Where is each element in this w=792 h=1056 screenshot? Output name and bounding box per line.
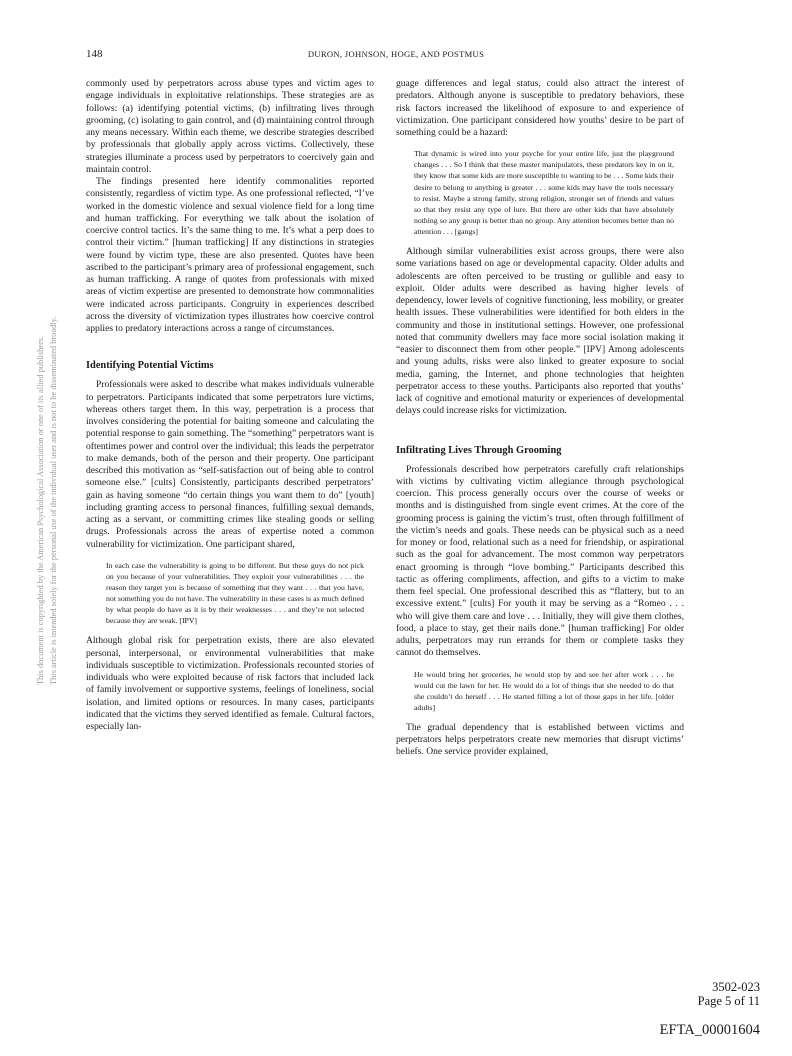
block-quote: That dynamic is wired into your psyche for your entire life, just the playground changes . . . So I think that these master manipulators, these predators key in on it, they know that some kids are more susceptible to wanting to be . . . Some kids their desire to belong to anything is greater . . . some kids may have the tools necessary to resist. Maybe a strong family, strong religion, stronger set of friends and values so that they resist any type of lure. But there are other kids that have absolutely nothing so any group is better than no group. Any attention becomes better than no attention . . . [gangs] — [414, 149, 674, 236]
paragraph: Professionals were asked to describe what makes individuals vulnerable to perpetrators. Participants indicated that some perpetrators lure victims, whereas others target them. In this way, perpetration is a process that involves considering the potential for baiting someone and calculating the potential response to gain something. The “something” perpetrators want is oftentimes power and control over the individual; this leads the perpetrator to make demands, both of the person and their property. One participant described this motivation as “self-satisfaction out of being able to control someone else.” [cults] Consistently, participants described perpetrators’ gain as having someone “do certain things you want them to do” [youth] including granting access to personal finances, fulfilling sexual demands, acting as a servant, or committing crimes like stealing goods or selling drugs. Professionals across the areas of expertise noted a common vulnerability for victimization. One participant shared, — [86, 379, 374, 550]
paragraph: commonly used by perpetrators across abuse types and victim ages to engage individuals in exploitative relationships. These strategies are as follows: (a) identifying potential victims, (b) infiltrating lives through grooming, (c) isolating to gain control, and (d) maintaining control through any means necessary. Within each theme, we describe strategies described by professionals that globally apply across victims. Collectively, these strategies illuminate a process used by perpetrators to coercively gain and maintain control. — [86, 78, 374, 175]
paragraph: The gradual dependency that is established between victims and perpetrators helps perpetrators create new memories that disrupt victims’ beliefs. One service provider explained, — [396, 721, 684, 758]
paragraph: Although similar vulnerabilities exist across groups, there were also some variations based on age or developmental capacity. Older adults and adolescents are often perceived to be trusting or gullible and easy to exploit. Older adults were described as having higher levels of dependency, lower levels of cognitive functioning, less mobility, or greater health issues. These vulnerabilities were identified for both elders in the community and those in institutional settings. However, one professional noted that community dwellers may face more social isolation making it “easier to disconnect them from other people.” [IPV] Among adolescents and young adults, risks were also linked to greater exposure to social media, gaming, the Internet, and phone technologies that heighten perpetrator access to these youths. Participants also reported that youths’ lack of cognitive and emotional maturity or experiences of developmental delays could increase risks for victimization. — [396, 246, 684, 417]
copyright-sidebar — [36, 265, 76, 685]
paragraph: Although global risk for perpetration exists, there are also elevated personal, interpersonal, or environmental vulnerabilities that make individuals susceptible to victimization. Professionals recounted stories of individuals who were exploited because of risk factors that included lack of family involvement or supportive systems, feelings of loneliness, social isolation, and limited options or resources. In many cases, participants indicated that the victims they served identified as female. Cultural factors, especially lan- — [86, 635, 374, 733]
running-head: DURON, JOHNSON, HOGE, AND POSTMUS — [307, 49, 485, 59]
left-column — [86, 78, 374, 733]
copyright-line-2: This article is intended solely for the personal use of the individual user and is not to be disseminated broadly. — [49, 316, 58, 685]
bates-number: EFTA_00001604 — [659, 1022, 760, 1038]
block-quote: He would bring her groceries, he would stop by and see her after work . . . he would cut the lawn for her. He would do a lot of things that she needed to do that she couldn’t do herself . . . He started filling a lot of those gaps in her life. [older adults] — [414, 669, 674, 712]
document-footer — [698, 980, 760, 1008]
section-heading: Identifying Potential Victims — [86, 360, 214, 372]
block-quote: In each case the vulnerability is going to be different. But these guys do not pick on you because of your vulnerabilities. They exploit your vulnerabilities . . . the reason they target you is because of something that they want . . . that you have, not something you do not have. The vulnerability in these cases is as much defined by what people do have as it is by their weaknesses . . . and they’re not selected because they are weak. [IPV] — [106, 560, 364, 626]
paragraph: guage differences and legal status, could also attract the interest of predators. Although anyone is susceptible to predatory behaviors, these risk factors increased the likelihood of exposure to and experience of victimization. One participant considered how youths’ desire to be part of something could be a hazard: — [396, 78, 684, 138]
copyright-line-1: This document is copyrighted by the American Psychological Association or one of its allied publishers. — [36, 335, 45, 685]
page-number: 148 — [86, 48, 103, 60]
right-column — [396, 78, 684, 759]
page-of: Page 5 of 11 — [697, 994, 760, 1008]
paragraph: The findings presented here identify commonalities reported consistently, regardless of victim type. As one professional reflected, “I’ve worked in the domestic violence and sexual violence field for a long time and human trafficking. For everything we talk about the isolation of coercive control tactics. It’s the same thing to me. It’s what a perp does to control their victim.” [human trafficking] If any distinctions in strategies were found by victim type, these are also presented. Quotes have been ascribed to the participant’s primary area of professional engagement, such as human trafficking. A range of quotes from professionals with mixed areas of victim expertise are presented to demonstrate how commonalities were indicated across participants. Congruity in experiences described across the diversity of victimization types illustrates how coercive control applies to predatory interactions across a range of circumstances. — [86, 176, 374, 334]
section-heading: Infiltrating Lives Through Grooming — [396, 444, 562, 456]
doc-id: 3502-023 — [712, 980, 760, 994]
paragraph: Professionals described how perpetrators carefully craft relationships with victims by cultivating victim allegiance through psychological coercion. This process generally occurs over the course of weeks or months and is distinguished from single event crimes. At the core of the grooming process is gaining the victim’s trust, often through fulfillment of the victim’s needs and goals. These needs can be physical such as a need for money or food, relational such as a need for friendship, or aspirational such as the goal for advancement. The most common way perpetrators enact grooming is through “love bombing.” Participants described this tactic as offering compliments, affection, and gifts to a victim to make them feel special. One professional described this as “flattery, but to an excessive extent.” [cults] For youth it may be serving as a “Romeo . . . who will give them care and love . . . Initially, they will give them clothes, food, a place to stay, get their nails done.” [human trafficking] For older adults, perpetrators may run errands for them or complete tasks they cannot do themselves. — [396, 463, 684, 659]
